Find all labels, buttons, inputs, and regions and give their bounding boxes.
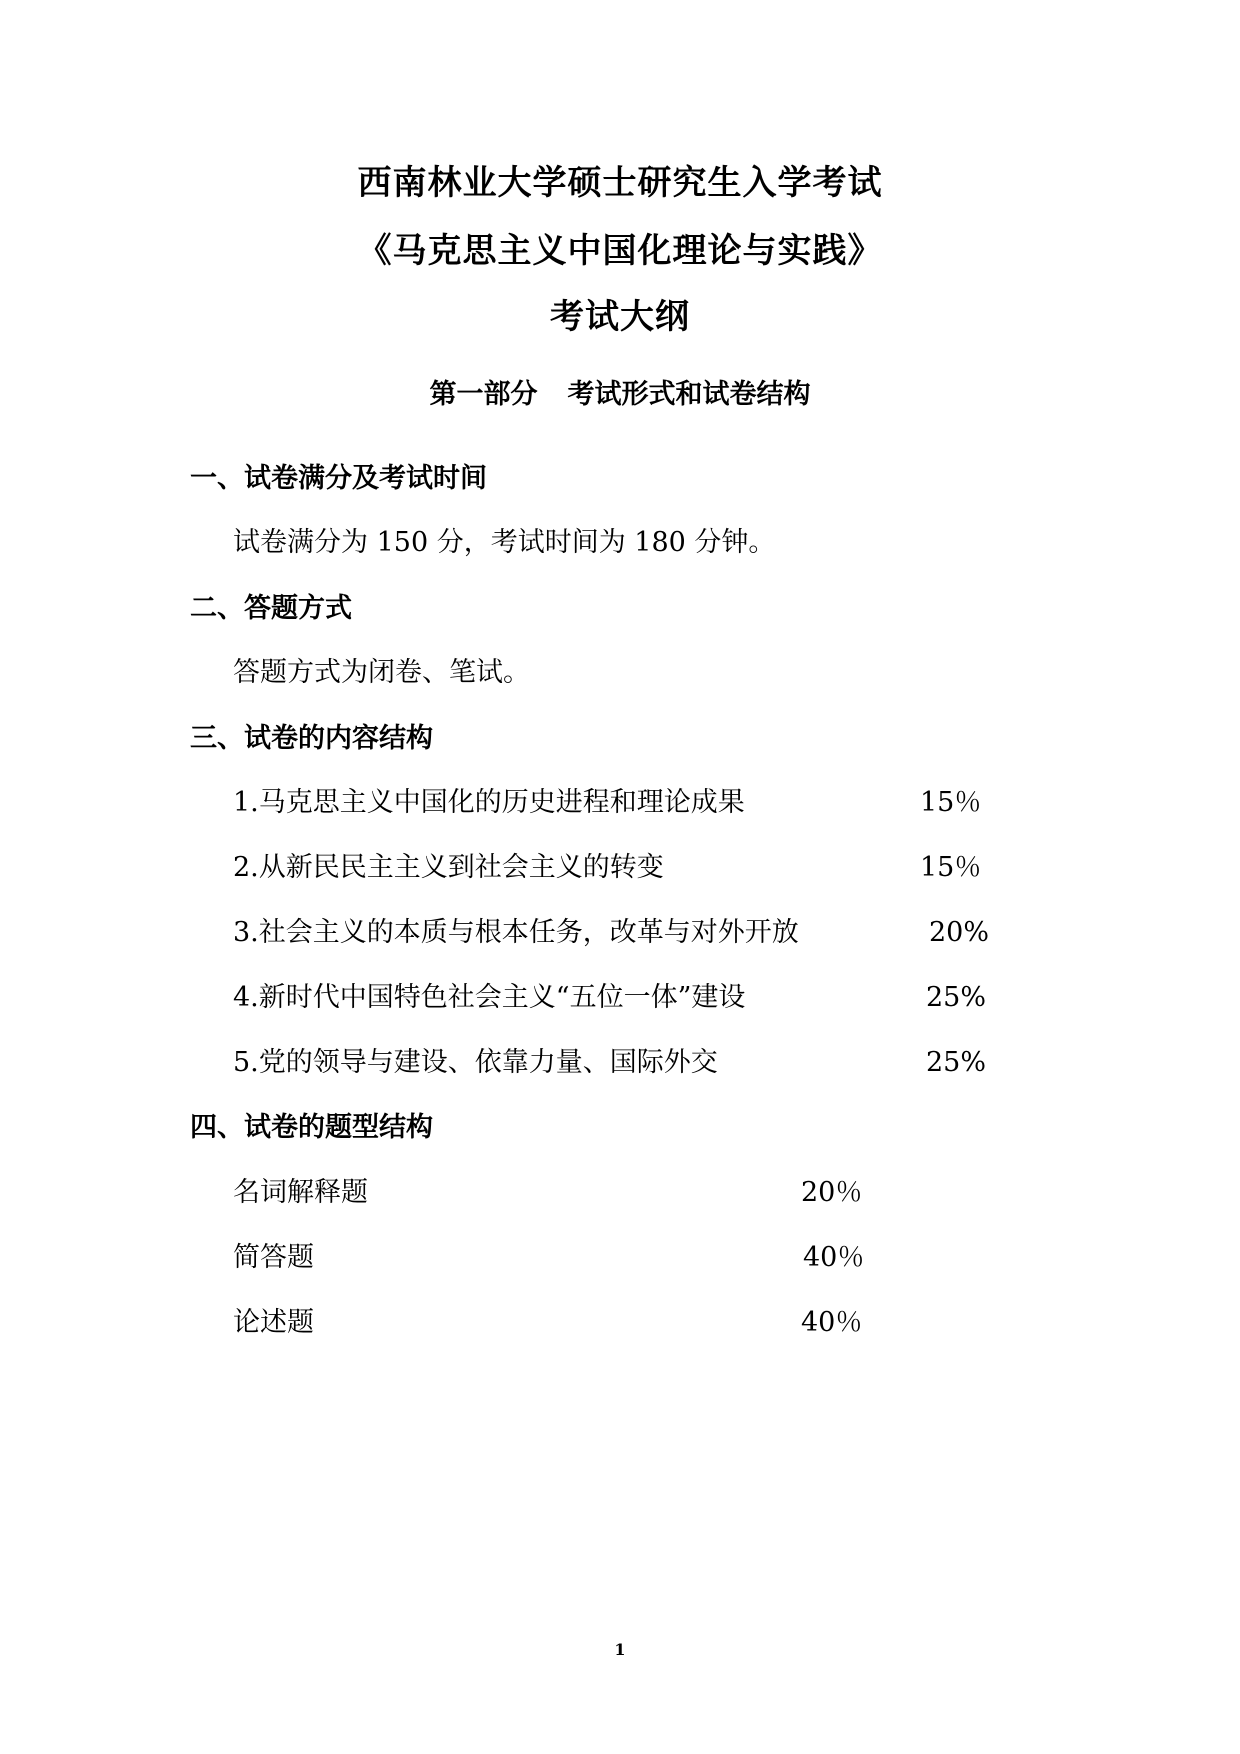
- document-title-line1: 西南林业大学硕士研究生入学考试: [357, 163, 883, 203]
- content-structure-item-percent: 25%: [926, 1047, 987, 1078]
- section-3-heading: 三、试卷的内容结构: [190, 723, 433, 754]
- content-structure-item-label: 5.党的领导与建设、依靠力量、国际外交: [233, 1047, 718, 1078]
- content-structure-item-label: 3.社会主义的本质与根本任务，改革与对外开放: [233, 917, 799, 948]
- content-structure-item-percent: 15％: [920, 787, 982, 818]
- section-1-text: 试卷满分为 150 分，考试时间为 180 分钟。: [233, 527, 776, 558]
- question-type-item-percent: 40％: [801, 1307, 863, 1338]
- content-structure-item-label: 1.马克思主义中国化的历史进程和理论成果: [233, 787, 745, 818]
- question-type-item-percent: 40％: [803, 1242, 865, 1273]
- page-number: 1: [614, 1640, 626, 1659]
- question-type-item-percent: 20％: [801, 1177, 863, 1208]
- content-structure-item-percent: 15％: [920, 852, 982, 883]
- part-one-title: 考试形式和试卷结构: [567, 379, 811, 410]
- content-structure-item-percent: 20%: [929, 917, 990, 948]
- document-title-line3: 考试大纲: [550, 297, 690, 337]
- question-type-item-label: 简答题: [233, 1242, 314, 1273]
- part-one-heading: [0, 378, 1240, 412]
- section-1-heading: 一、试卷满分及考试时间: [190, 463, 487, 494]
- content-structure-item-label: 2.从新民民主主义到社会主义的转变: [233, 852, 664, 883]
- content-structure-item-percent: 25%: [926, 982, 987, 1013]
- question-type-item-label: 论述题: [233, 1307, 314, 1338]
- document-title-line2: 《马克思主义中国化理论与实践》: [357, 231, 883, 271]
- content-structure-item-label: 4.新时代中国特色社会主义“五位一体”建设: [233, 982, 746, 1013]
- section-2-text: 答题方式为闭卷、笔试。: [233, 657, 530, 688]
- section-4-heading: 四、试卷的题型结构: [190, 1112, 433, 1143]
- question-type-item-label: 名词解释题: [233, 1177, 368, 1208]
- section-2-heading: 二、答题方式: [190, 593, 352, 624]
- part-one-label: 第一部分: [429, 379, 538, 410]
